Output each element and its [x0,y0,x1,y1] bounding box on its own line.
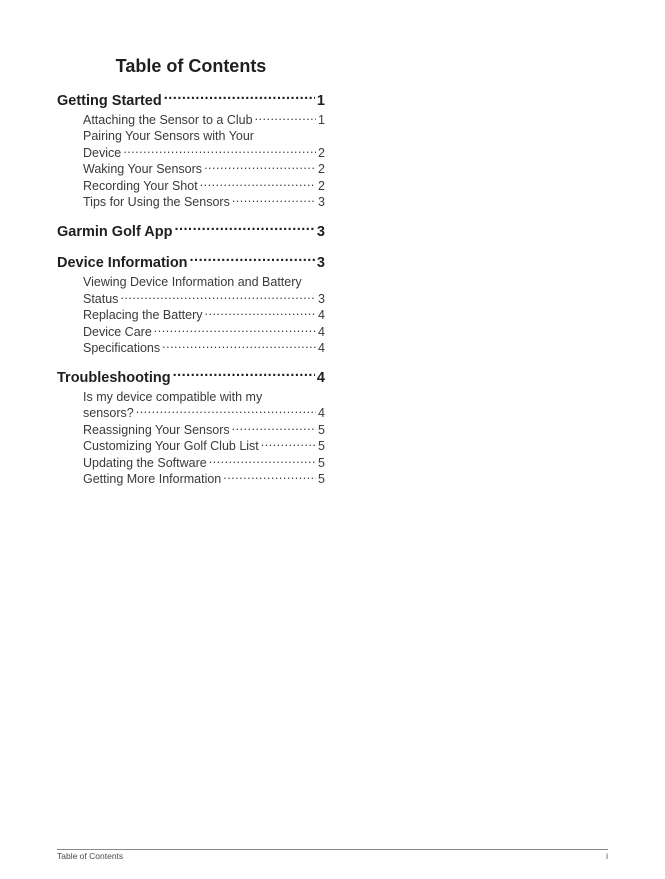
dot-leader [123,144,316,157]
footer-section-label: Table of Contents [57,851,124,861]
toc-entry-title: Attaching the Sensor to a Club [83,113,253,127]
toc-entry-title: Recording Your Shot [83,178,198,193]
page-title: Table of Contents [115,56,267,76]
toc-entry[interactable] [83,438,325,455]
dot-leader [174,221,314,236]
dot-leader [190,253,315,268]
toc-entry-title: Reassigning Your Sensors [83,422,230,437]
toc-entry-title: Updating the Software [83,455,207,470]
toc-page-number: 3 [318,291,325,306]
dot-leader [200,177,316,190]
toc-entry-title: Replacing the Battery [83,308,203,322]
toc-entry[interactable] [83,194,325,211]
toc-page-number: 3 [316,255,325,271]
toc-page-number: 1 [318,113,325,127]
toc-entry-title: Customizing Your Golf Club List [83,439,259,453]
toc-section-heading[interactable] [57,221,325,242]
toc-entry[interactable] [83,340,325,357]
toc-section [57,253,325,357]
toc-page-number: 5 [318,455,325,470]
toc-entry[interactable] [83,112,325,129]
toc-page-number: 5 [318,472,325,486]
dot-leader [120,290,316,303]
toc-entry-title-line[interactable]: Viewing Device Information and Battery [83,275,302,289]
toc-section-title: Troubleshooting [57,369,171,386]
dot-leader [154,323,316,336]
toc-section-heading[interactable] [57,367,325,388]
toc-entry-title: Device Care [83,324,152,339]
toc-entry[interactable] [83,454,325,471]
dot-leader [209,454,316,467]
toc-section-title: Getting Started [57,92,162,109]
toc-section-heading[interactable] [57,253,325,274]
toc-page-number: 2 [318,162,325,176]
toc-page-number: 2 [318,145,325,160]
toc-page-number: 4 [318,324,325,339]
toc-page-number: 3 [318,195,325,209]
toc-page-number: 3 [316,223,325,240]
dot-leader [255,112,316,125]
toc-entry[interactable] [83,177,325,194]
toc-entry-title: Getting More Information [83,472,222,486]
dot-leader [223,471,316,484]
toc-page-number: 5 [318,439,325,453]
toc-page-number: 4 [318,308,325,322]
dot-leader [173,367,315,382]
dot-leader [164,90,315,105]
table-of-contents [57,90,325,498]
toc-entry-title: Waking Your Sensors [83,162,203,176]
toc-entry-title: Status [83,291,119,306]
toc-entry-title: Device [83,145,122,160]
toc-section [57,90,325,210]
dot-leader [232,421,316,434]
footer-divider [57,849,608,850]
toc-section [57,367,325,487]
toc-section-title: Garmin Golf App [57,223,173,240]
toc-entry-title: Tips for Using the Sensors [83,195,230,209]
toc-entry[interactable] [83,161,325,178]
toc-entry[interactable] [83,323,325,340]
toc-page-number: 5 [318,422,325,437]
toc-entry[interactable] [83,144,325,161]
dot-leader [232,194,316,207]
footer-page-number: i [606,851,608,861]
dot-leader [204,161,316,174]
toc-page-number: 1 [316,92,325,109]
toc-entry[interactable] [83,405,325,422]
dot-leader [205,307,317,320]
toc-entry-title-line[interactable]: Is my device compatible with my [83,389,263,404]
toc-entry-title: Specifications [83,341,161,355]
toc-section [57,221,325,242]
toc-page-number: 2 [318,178,325,193]
toc-section-heading[interactable] [57,90,325,111]
toc-entry[interactable] [83,421,325,438]
toc-entry-title-line[interactable]: Pairing Your Sensors with Your [83,129,254,143]
toc-entry-title: sensors? [83,406,134,420]
toc-entry[interactable] [83,471,325,488]
toc-entry[interactable] [83,307,325,324]
toc-page-number: 4 [318,406,325,420]
toc-page-number: 4 [318,341,325,355]
toc-section-title: Device Information [57,255,188,271]
dot-leader [162,340,316,353]
dot-leader [261,438,316,451]
dot-leader [136,405,316,418]
toc-entry[interactable] [83,290,325,307]
toc-page-number: 4 [316,369,325,386]
